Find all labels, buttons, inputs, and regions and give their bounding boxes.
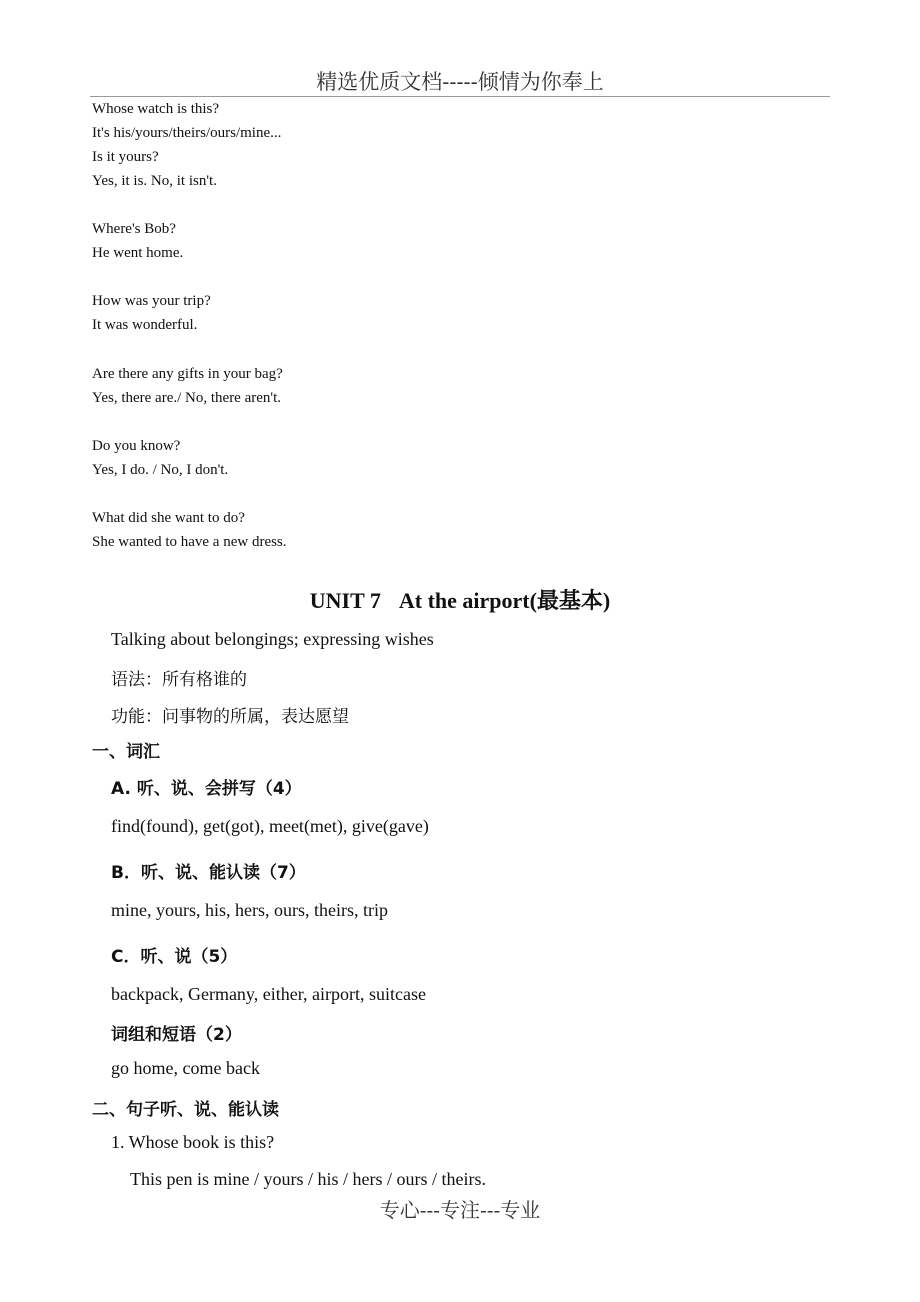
vocab-heading: 一、词汇 <box>92 742 160 762</box>
unit-title <box>0 584 920 615</box>
dialogue-line: Whose watch is this? <box>92 101 220 117</box>
dialogue-line: Do you know? <box>92 438 181 454</box>
phrase-label: 词组和短语（2） <box>111 1025 242 1045</box>
dialogue-line: Are there any gifts in your bag? <box>92 366 283 382</box>
vocab-b-label: B．听、说、能认读（7） <box>111 863 306 883</box>
dialogue-block <box>92 289 211 337</box>
dialogue-line: He went home. <box>92 245 184 261</box>
dialogue-line: Yes, I do. / No, I don't. <box>92 462 229 478</box>
dialogue-block <box>92 97 281 193</box>
dialogue-block <box>92 506 287 554</box>
dialogue-line: Yes, it is. No, it isn't. <box>92 173 217 189</box>
dialogue-line: It's his/yours/theirs/ours/mine... <box>92 125 282 141</box>
vocab-a-label: A. 听、说、会拼写（4） <box>111 779 302 799</box>
grammar-line: 语法：所有格谁的 <box>111 670 247 690</box>
vocab-a-words: find(found), get(got), meet(met), give(gave) <box>111 816 429 836</box>
dialogue-block <box>92 217 183 265</box>
vocab-c-words: backpack, Germany, either, airport, suitcase <box>111 984 426 1004</box>
vocab-c-label: C．听、说（5） <box>111 947 238 967</box>
sentence-answer: This pen is mine / yours / his / hers / ours / theirs. <box>130 1169 486 1189</box>
vocab-b-words: mine, yours, his, hers, ours, theirs, trip <box>111 900 388 920</box>
dialogue-line: What did she want to do? <box>92 510 245 526</box>
dialogue-line: Yes, there are./ No, there aren't. <box>92 390 282 406</box>
unit-number: UNIT 7 <box>309 588 381 613</box>
page-footer: 专心---专注---专业 <box>379 1198 541 1222</box>
page-header: 精选优质文档-----倾情为你奉上 <box>316 70 604 94</box>
unit-name: At the airport(最基本) <box>398 588 611 613</box>
dialogue-line: How was your trip? <box>92 293 211 309</box>
function-line: 功能：问事物的所属，表达愿望 <box>111 707 349 727</box>
dialogue-line: Where's Bob? <box>92 221 176 237</box>
dialogue-line: It was wonderful. <box>92 317 198 333</box>
dialogue-block <box>92 362 283 410</box>
sentence-item: 1. Whose book is this? <box>111 1132 275 1152</box>
unit-topic: Talking about belongings; expressing wishes <box>111 629 434 649</box>
dialogue-line: She wanted to have a new dress. <box>92 534 287 550</box>
dialogue-block <box>92 434 228 482</box>
phrase-words: go home, come back <box>111 1058 260 1078</box>
dialogue-line: Is it yours? <box>92 149 159 165</box>
sentences-heading: 二、句子听、说、能认读 <box>92 1100 279 1120</box>
